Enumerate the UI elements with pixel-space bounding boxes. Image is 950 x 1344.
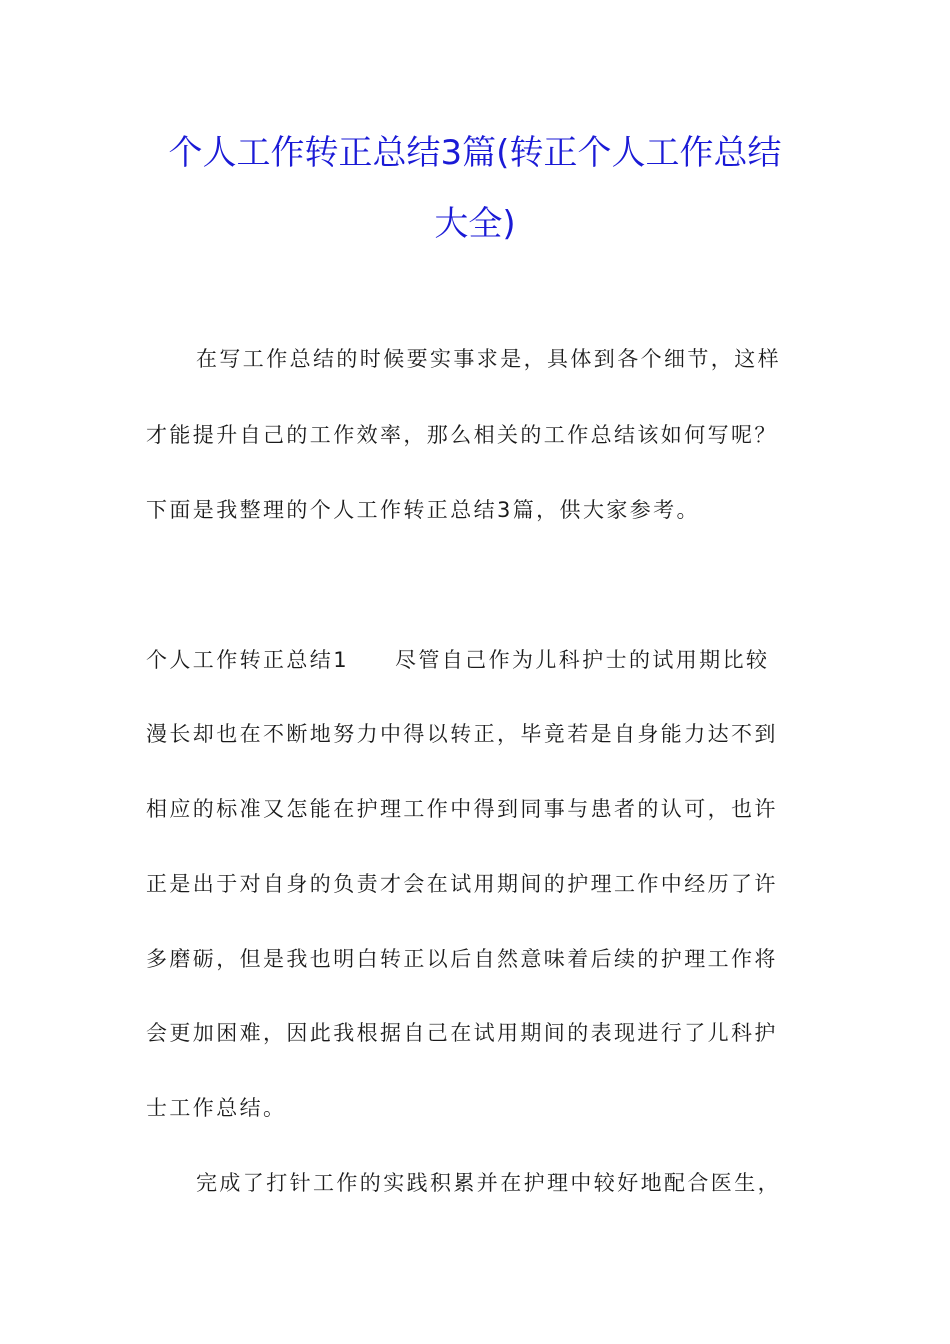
section1-heading: 个人工作转正总结1 — [146, 648, 349, 672]
section1-line: 士工作总结。 — [146, 1096, 287, 1120]
document-title-line-2: 大全) — [434, 204, 516, 244]
section1-line: 多磨砺，但是我也明白转正以后自然意味着后续的护理工作将 — [146, 947, 778, 971]
section1-line: 相应的标准又怎能在护理工作中得到同事与患者的认可，也许 — [146, 797, 778, 821]
section1-line: 会更加困难，因此我根据自己在试用期间的表现进行了儿科护 — [146, 1021, 778, 1045]
section1-line: 正是出于对自身的负责才会在试用期间的护理工作中经历了许 — [146, 872, 778, 896]
intro-line: 才能提升自己的工作效率，那么相关的工作总结该如何写呢？ — [146, 423, 778, 447]
paragraph-2-line: 完成了打针工作的实践积累并在护理中较好地配合医生， — [196, 1171, 781, 1195]
document-title-line-1: 个人工作转正总结3篇(转正个人工作总结 — [168, 133, 782, 173]
section1-text: 尽管自己作为儿科护士的试用期比较 — [394, 648, 770, 672]
section1-first-line — [146, 646, 806, 674]
section1-line: 漫长却也在不断地努力中得以转正，毕竟若是自身能力达不到 — [146, 722, 778, 746]
intro-line: 下面是我整理的个人工作转正总结3篇，供大家参考。 — [146, 498, 700, 522]
intro-line: 在写工作总结的时候要实事求是，具体到各个细节，这样 — [196, 347, 781, 371]
